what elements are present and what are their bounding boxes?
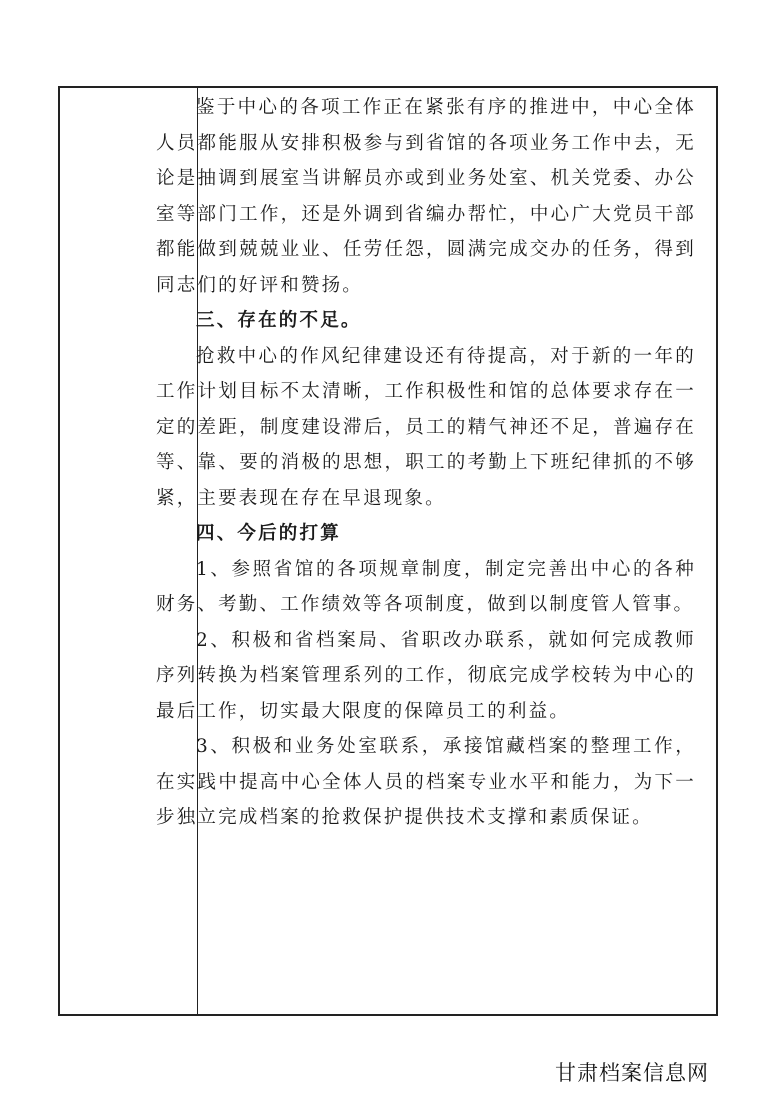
heading-future-plans: 四、今后的打算	[196, 523, 341, 544]
heading-shortcomings: 三、存在的不足。	[196, 310, 362, 331]
paragraph-staff-participation: 鉴于中心的各项工作正在紧张有序的推进中，中心全体人员都能服从安排积极参与到省馆的各项业务工作中去，无论是抽调到展室当讲解员亦或到业务处室、机关党委、办公室等部门工作，还是外调到省编办帮忙，中心广大党员干部都能做到兢兢业业、任劳任怨，圆满完成交办的任务，得到同志们的好评和赞扬。	[156, 97, 696, 296]
document-body	[156, 90, 696, 836]
paragraph-plan-3: 3、积极和业务处室联系，承接馆藏档案的整理工作，在实践中提高中心全体人员的档案专业水平和能力，为下一步独立完成档案的抢救保护提供技术支撑和素质保证。	[156, 736, 696, 828]
watermark-text: 甘肃档案信息网	[555, 1061, 709, 1085]
paragraph-plan-2: 2、积极和省档案局、省职改办联系，就如何完成教师序列转换为档案管理系列的工作，彻底完成学校转为中心的最后工作，切实最大限度的保障员工的利益。	[156, 629, 696, 722]
paragraph-shortcomings: 抢救中心的作风纪律建设还有待提高，对于新的一年的工作计划目标不太清晰，工作积极性和馆的总体要求存在一定的差距，制度建设滞后，员工的精气神还不足，普遍存在等、靠、要的消极的思想，职工的考勤上下班纪律抓的不够紧，主要表现在存在早退现象。	[156, 345, 696, 509]
paragraph-plan-1: 1、参照省馆的各项规章制度，制定完善出中心的各种财务、考勤、工作绩效等各项制度，做到以制度管人管事。	[156, 558, 696, 615]
